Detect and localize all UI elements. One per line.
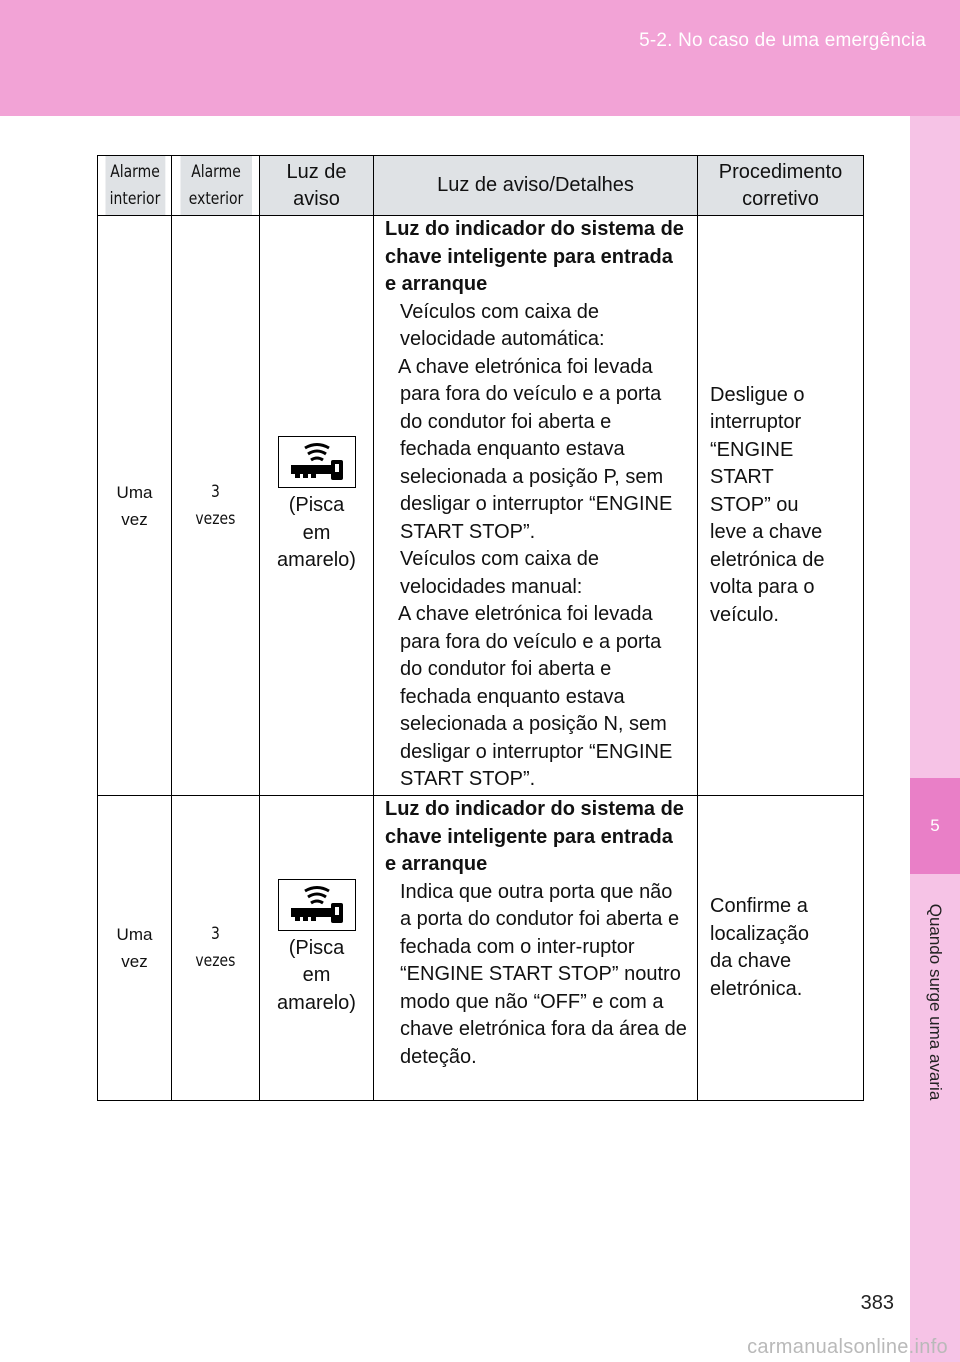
interior-alarm-cell: Uma vez [98,216,172,796]
chapter-label: Quando surge uma avaria [926,903,945,1101]
warning-light-cell [260,796,374,1101]
footer-watermark: carmanualsonline.info [747,1336,948,1358]
details-title: Luz do indicador do sistema de chave inteligente para entrada e arranque [385,798,684,875]
table-row [98,216,864,796]
details-title: Luz do indicador do sistema de chave inteligente para entrada e arranque [385,218,684,295]
smart-key-icon [278,436,356,488]
side-tab [910,116,960,1362]
details-line: A chave eletrónica foi levada para fora do veículo e a porta do condutor foi aberta e fechada enquanto estava selecionada a posição P, sem desligar o interruptor “ENGINE START STOP”. [398,355,673,543]
details-cell [374,216,698,796]
procedure-cell: Confirme a localização da chave eletrónica. [698,796,864,1101]
chapter-number: 5 [910,778,960,874]
interior-alarm-cell: Uma vez [98,796,172,1101]
exterior-alarm-cell [172,216,260,796]
warning-light-cell [260,216,374,796]
col-header-procedure: Procedimento corretivo [698,156,864,216]
col-header-details: Luz de aviso/Detalhes [374,156,698,216]
details-line: Veículos com caixa de velocidade automática: [400,300,605,350]
page-number: 383 [860,1292,894,1314]
smart-key-icon [278,879,356,931]
details-line: Indica que outra porta que não a porta do condutor foi aberta e fechada com o inter-ruptor “ENGINE START STOP” noutro modo que não “OFF” e com a chave eletrónica fora da área de deteção. [400,880,687,1068]
table-header-row [98,156,864,216]
light-caption: (Pisca em amarelo) [277,494,356,572]
procedure-cell: Desligue o interruptor “ENGINE START STOP” ou leve a chave eletrónica de volta para o veículo. [698,216,864,796]
details-line: A chave eletrónica foi levada para fora do veículo e a porta do condutor foi aberta e fechada enquanto estava selecionada a posição N, sem desligar o interruptor “ENGINE START STOP”. [398,603,673,790]
table-row [98,796,864,1101]
details-cell [374,796,698,1101]
exterior-alarm-text: 3 vezes [195,924,236,971]
col-header-light: Luz de aviso [260,156,374,216]
col-header-interior: Alarme interior [104,156,165,216]
section-title: 5-2. No caso de uma emergência [639,30,926,51]
col-header-exterior: Alarme exterior [179,156,251,216]
warning-table [97,155,864,1101]
light-caption: (Pisca em amarelo) [277,936,356,1014]
details-line: Veículos com caixa de velocidades manual: [400,548,599,598]
exterior-alarm-cell [172,796,260,1101]
header-bar [0,0,960,116]
exterior-alarm-text: 3 vezes [195,481,236,529]
